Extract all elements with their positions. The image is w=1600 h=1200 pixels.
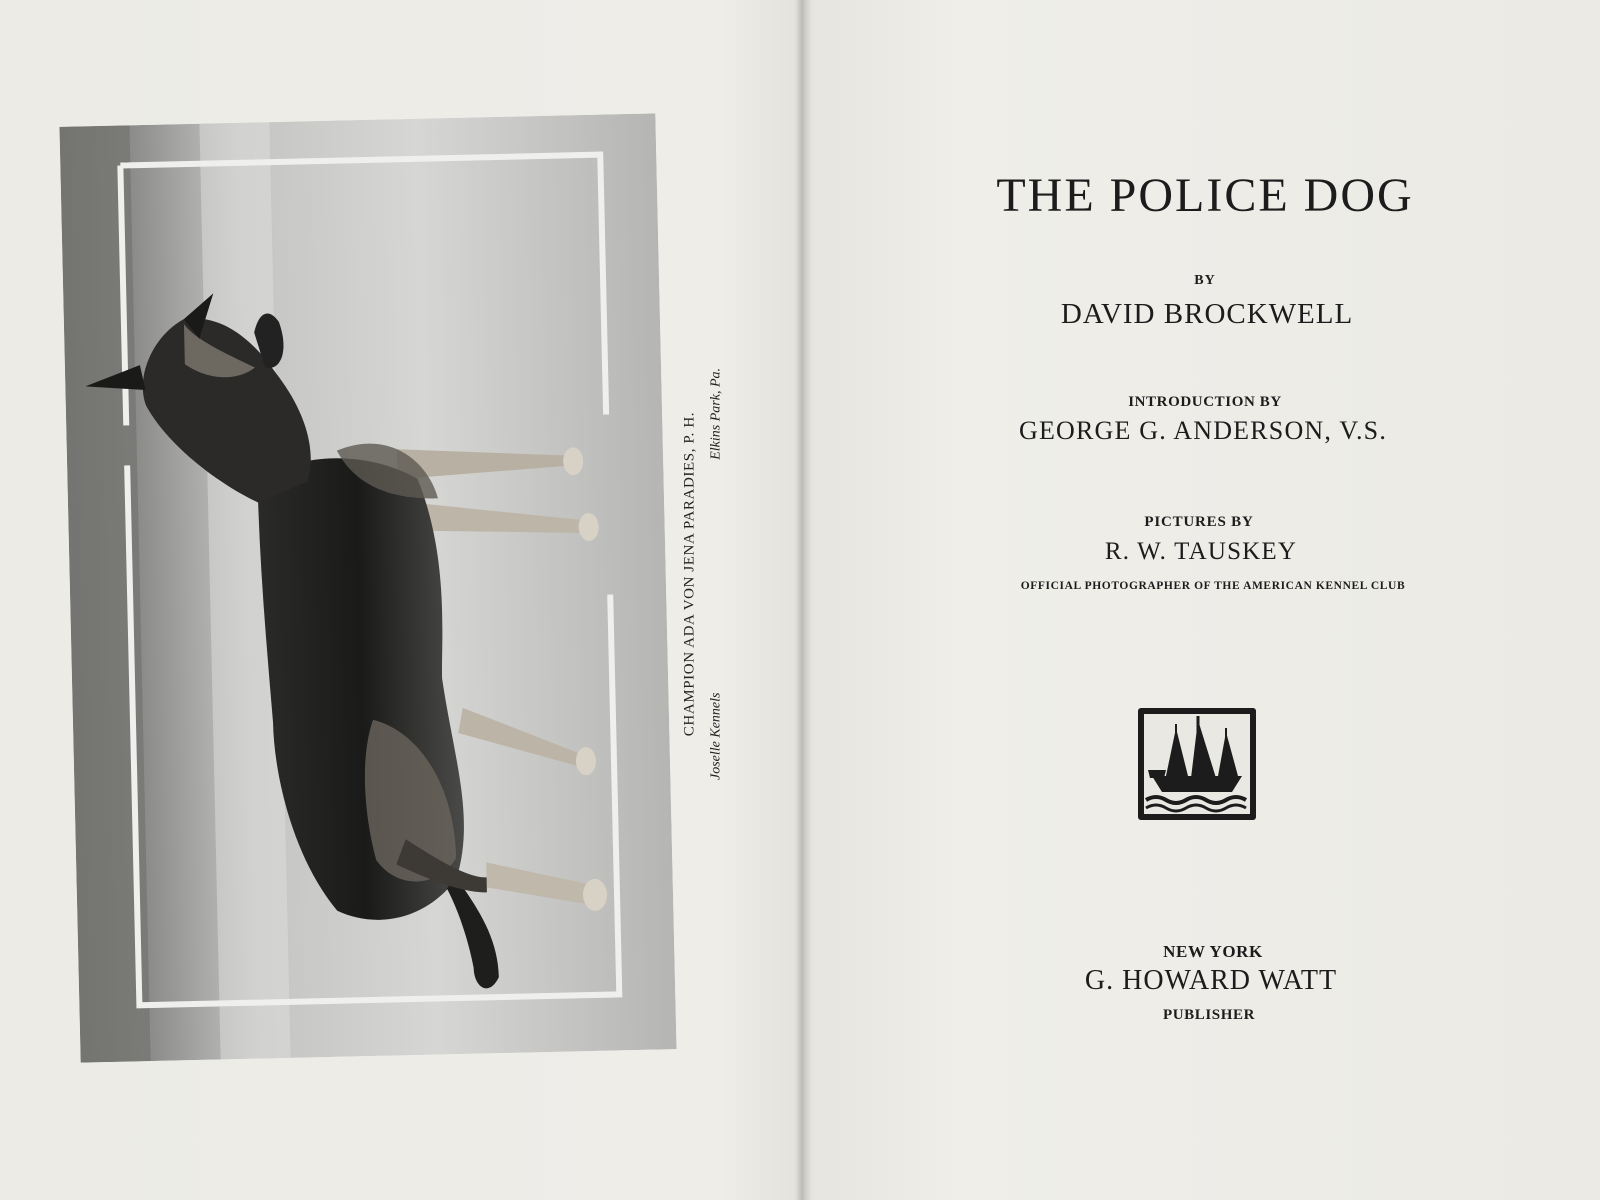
- show-through-text: [1096, 128, 1336, 144]
- sailing-ship-icon: [1136, 706, 1258, 822]
- by-label: BY: [1194, 273, 1216, 288]
- author-name: DAVID BROCKWELL: [1060, 298, 1354, 330]
- publisher-city: NEW YORK: [1163, 942, 1263, 961]
- introduction-author: GEORGE G. ANDERSON, V.S.: [1018, 416, 1388, 445]
- frontispiece-photo: [59, 113, 676, 1062]
- publisher-name: G. HOWARD WATT: [1084, 965, 1338, 996]
- pictures-label: PICTURES BY: [1144, 514, 1254, 530]
- pictures-role: OFFICIAL PHOTOGRAPHER OF THE AMERICAN KENNEL CLUB: [1020, 580, 1406, 592]
- frontispiece-caption: [670, 368, 736, 780]
- title-page: [806, 0, 1600, 1200]
- caption-location: Elkins Park, Pa.: [708, 368, 724, 460]
- book-title: THE POLICE DOG: [996, 169, 1414, 222]
- dog-photograph-icon: [59, 113, 676, 1062]
- introduction-label: INTRODUCTION BY: [1128, 394, 1282, 410]
- caption-title: CHAMPION ADA VON JENA PARADIES, P. H.: [681, 411, 698, 737]
- publisher-label: PUBLISHER: [1162, 1007, 1256, 1023]
- pictures-author: R. W. TAUSKEY: [1104, 538, 1298, 565]
- caption-owner: Joselle Kennels: [708, 692, 724, 780]
